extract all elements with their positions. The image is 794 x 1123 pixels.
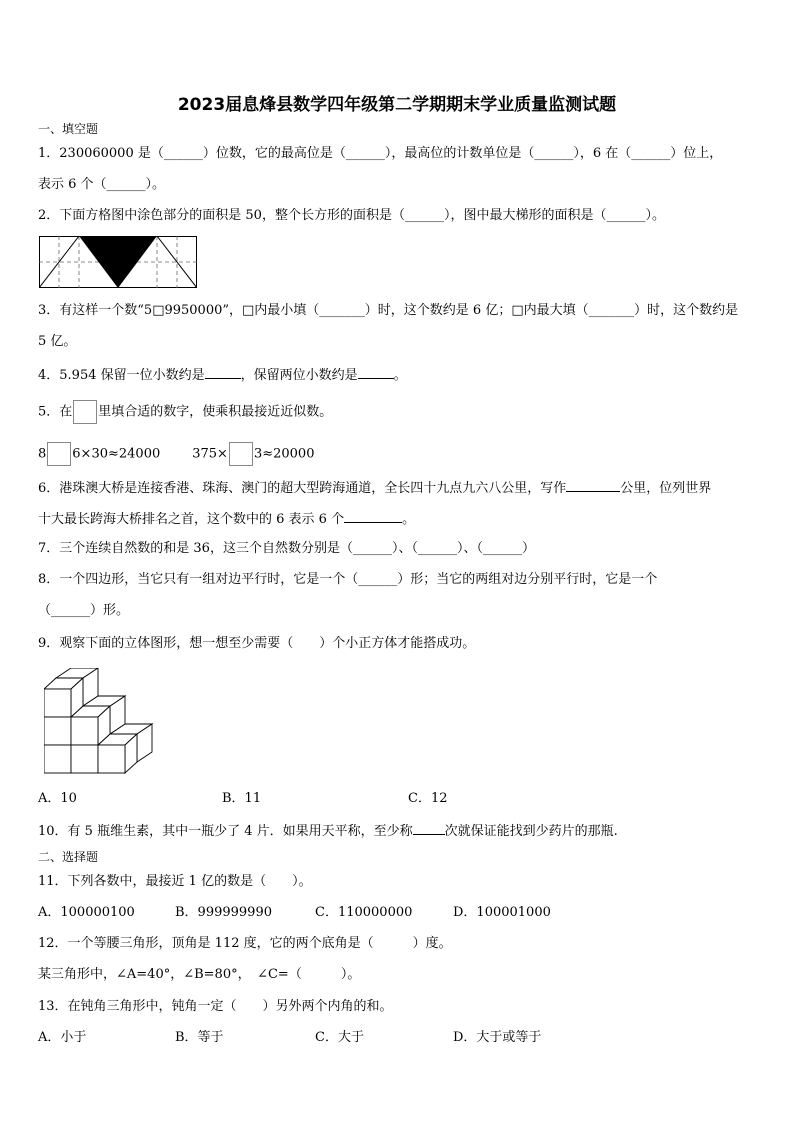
answer-blank[interactable] bbox=[413, 822, 445, 835]
question-13: 13．在钝角三角形中，钝角一定（ ）另外两个内角的和。 bbox=[38, 999, 393, 1014]
answer-blank[interactable] bbox=[344, 510, 402, 523]
expression-1-a: 8 bbox=[38, 446, 47, 462]
grid-figure bbox=[39, 236, 197, 288]
section-heading-fill-blank: 一、填空题 bbox=[38, 122, 99, 136]
cube-stack-figure bbox=[44, 668, 160, 776]
question-12-line-1: 12．一个等腰三角形，顶角是 112 度，它的两个底角是（ ）度。 bbox=[38, 936, 452, 951]
question-8-line-1: 8．一个四边形，当它只有一组对边平行时，它是一个（______）形；当它的两组对边分别平行时，它是一个 bbox=[38, 572, 658, 587]
option-d[interactable]: D．大于或等于 bbox=[453, 1030, 542, 1045]
question-6-line-1 bbox=[38, 479, 711, 497]
question-3-line-2: 5 亿。 bbox=[38, 334, 77, 349]
question-11: 11．下列各数中，最接近 1 亿的数是（ ）。 bbox=[38, 874, 312, 889]
option-d[interactable]: D．100001000 bbox=[453, 905, 551, 920]
question-5-text-b: 里填合适的数字，使乘积最接近近似数。 bbox=[98, 404, 333, 420]
question-5-text-a: 5．在 bbox=[38, 404, 73, 420]
question-5-expressions bbox=[38, 442, 314, 466]
question-3-line-1: 3．有这样一个数“5□9950000”，□内最小填（_______）时，这个数约是 6 亿；□内最大填（_______）时，这个数约是 bbox=[38, 303, 739, 318]
option-c[interactable]: C．12 bbox=[408, 791, 448, 806]
question-9: 9．观察下面的立体图形，想一想至少需要（ ）个小正方体才能搭成功。 bbox=[38, 636, 476, 651]
question-5 bbox=[38, 400, 332, 424]
option-c[interactable]: C．110000000 bbox=[315, 905, 413, 920]
answer-box[interactable] bbox=[229, 442, 253, 466]
question-10-text-b: 次就保证能找到少药片的那瓶. bbox=[444, 824, 618, 839]
question-1-line-2: 表示 6 个（______）。 bbox=[38, 177, 166, 192]
question-4-text-c: 。 bbox=[393, 368, 407, 383]
section-heading-choice: 二、选择题 bbox=[38, 850, 99, 864]
option-b[interactable]: B．11 bbox=[222, 791, 262, 806]
question-1-line-1: 1．230060000 是（______）位数，它的最高位是（______），最高位的计数单位是（______），6 在（______）位上， bbox=[38, 146, 723, 161]
question-8-line-2: （______）形。 bbox=[38, 603, 130, 618]
question-6-text-b: 公里，位列世界 bbox=[620, 481, 712, 496]
question-6-text-a: 6．港珠澳大桥是连接香港、珠海、澳门的超大型跨海通道，全长四十九点九六八公里，写作 bbox=[38, 481, 567, 496]
expression-2-b: 3≈20000 bbox=[253, 446, 315, 462]
question-12-line-2: 某三角形中，∠A=40°，∠B=80°， ∠C=（ ）。 bbox=[38, 967, 361, 982]
question-4-text-a: 4．5.954 保留一位小数约是 bbox=[38, 368, 205, 383]
answer-box[interactable] bbox=[73, 400, 97, 424]
question-11-options bbox=[38, 905, 551, 921]
expression-1-b: 6×30≈24000 bbox=[72, 446, 161, 462]
question-6-text-c: 十大最长跨海大桥排名之首，这个数中的 6 表示 6 个 bbox=[38, 512, 345, 527]
option-a[interactable]: A．10 bbox=[38, 791, 77, 806]
option-a[interactable]: A．小于 bbox=[38, 1030, 87, 1045]
expression-2-a: 375× bbox=[192, 446, 228, 462]
question-7: 7．三个连续自然数的和是 36，这三个自然数分别是（______）、（______）、（______） bbox=[38, 541, 535, 556]
question-13-options bbox=[38, 1030, 541, 1046]
answer-box[interactable] bbox=[47, 442, 71, 466]
answer-blank[interactable] bbox=[566, 479, 620, 492]
option-c[interactable]: C．大于 bbox=[315, 1030, 364, 1045]
answer-blank[interactable] bbox=[358, 366, 394, 379]
question-4 bbox=[38, 366, 407, 384]
page-title: 2023届息烽县数学四年级第二学期期末学业质量监测试题 bbox=[177, 95, 617, 115]
option-a[interactable]: A．100000100 bbox=[38, 905, 135, 920]
question-6-text-d: 。 bbox=[402, 512, 416, 527]
question-9-options bbox=[38, 791, 448, 807]
question-10 bbox=[38, 822, 618, 840]
question-4-text-b: ，保留两位小数约是 bbox=[240, 368, 358, 383]
question-2: 2．下面方格图中涂色部分的面积是 50，整个长方形的面积是（______），图中最大梯形的面积是（______）。 bbox=[38, 208, 665, 223]
question-6-line-2 bbox=[38, 510, 415, 528]
option-b[interactable]: B．999999990 bbox=[175, 905, 272, 920]
option-b[interactable]: B．等于 bbox=[175, 1030, 224, 1045]
question-10-text-a: 10．有 5 瓶维生素，其中一瓶少了 4 片．如果用天平称，至少称 bbox=[38, 824, 413, 839]
answer-blank[interactable] bbox=[205, 366, 241, 379]
